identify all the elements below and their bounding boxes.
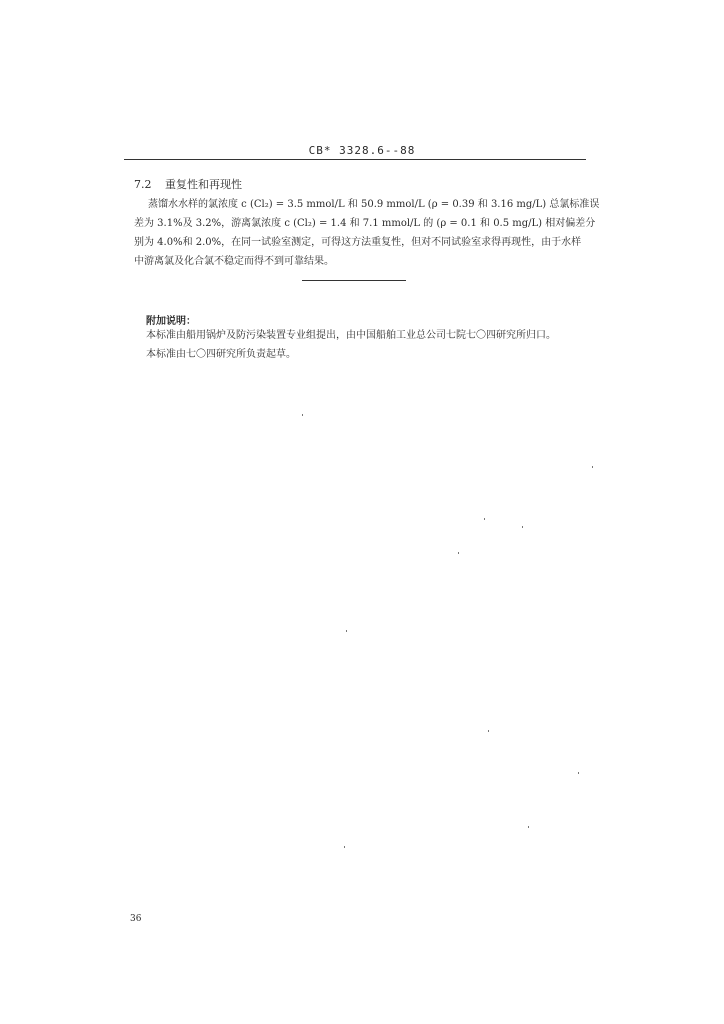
scan-speck	[346, 630, 347, 632]
notes-title: 附加说明：	[146, 316, 196, 327]
scan-speck	[458, 552, 459, 554]
scan-speck	[488, 730, 489, 732]
header-rule	[124, 159, 586, 160]
page-number: 36	[130, 914, 142, 924]
scan-speck	[578, 772, 579, 774]
section-heading	[134, 176, 242, 192]
section-title: 重复性和再现性	[165, 178, 242, 191]
section-number: 7.2	[134, 178, 152, 191]
section-line: 差为 3.1%及 3.2%，游离氯浓度 c (Cl₂) = 1.4 和 7.1 mmol/L 的 (ρ = 0.1 和 0.5 mg/L) 相对偏差分	[134, 218, 596, 229]
section-line: 蒸馏水水样的氯浓度 c (Cl₂) = 3.5 mmol/L 和 50.9 mmol/L (ρ = 0.39 和 3.16 mg/L) 总氯标准误	[148, 199, 600, 210]
notes-line: 本标准由船用锅炉及防污染装置专业组提出，由中国船舶工业总公司七院七〇四研究所归口。	[146, 330, 556, 341]
scan-speck	[344, 846, 345, 848]
notes-body	[146, 326, 586, 364]
separator-rule	[302, 280, 406, 281]
section-line: 别为 4.0%和 2.0%，在同一试验室测定，可得这方法重复性，但对不同试验室求得再现性，由于水样	[134, 237, 582, 248]
scan-speck	[522, 526, 523, 528]
scan-speck	[484, 518, 485, 520]
scan-speck	[592, 466, 593, 468]
scan-speck	[302, 414, 303, 416]
notes-line: 本标准由七〇四研究所负责起草。	[146, 349, 296, 360]
scan-speck	[528, 826, 529, 828]
standard-code: CB* 3328.6--88	[308, 144, 416, 157]
section-line: 中游离氯及化合氯不稳定而得不到可靠结果。	[134, 256, 334, 267]
section-body	[134, 195, 600, 271]
